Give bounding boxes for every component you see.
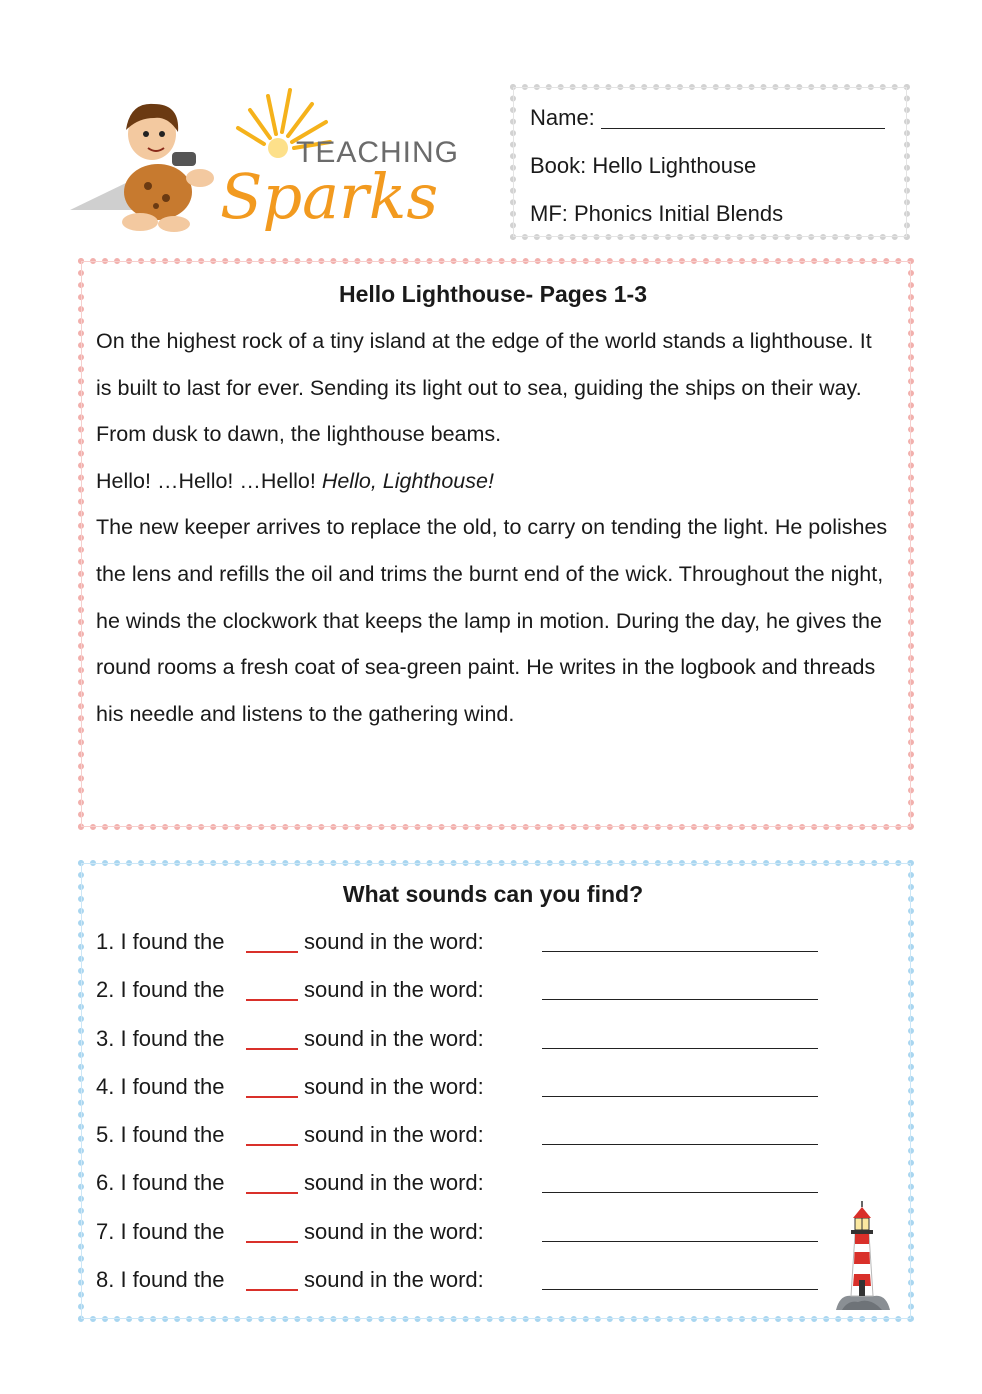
sound-blank-line[interactable] [246,1289,298,1291]
question-row [96,1159,890,1207]
teaching-sparks-logo [68,82,458,242]
word-answer-line[interactable] [542,1289,818,1290]
word-answer-line[interactable] [542,1144,818,1145]
question-prefix: 3. I found the [96,1025,225,1051]
question-row [96,1256,890,1304]
question-row [96,918,890,966]
question-middle: sound in the word: [304,1170,484,1196]
question-middle: sound in the word: [304,977,484,1003]
sounds-questions-box [78,860,914,1322]
question-row [96,1111,890,1159]
question-middle: sound in the word: [304,1122,484,1148]
question-prefix: 2. I found the [96,977,225,1003]
passage-hello-line [96,458,890,505]
name-row [530,100,904,148]
question-middle: sound in the word: [304,929,484,954]
word-answer-line[interactable] [542,1096,818,1097]
sounds-title: What sounds can you find? [342,881,644,907]
passage-paragraph-1: On the highest rock of a tiny island at the edge of the world stands a lighthouse. It is built to last for ever. Sending its light out to sea, guiding the ships on their way. [96,329,872,400]
question-prefix: 6. I found the [96,1170,225,1196]
question-middle: sound in the word: [304,1025,484,1051]
question-row [96,1063,890,1111]
name-input-line[interactable] [601,102,885,129]
question-prefix: 8. I found the [96,1267,225,1293]
lighthouse-icon [832,1198,892,1314]
sound-blank-line[interactable] [246,1048,298,1050]
sound-blank-line[interactable] [246,999,298,1001]
caveman-mascot-icon [122,104,214,232]
sound-blank-line[interactable] [246,1096,298,1098]
hello-repeats: Hello! …Hello! …Hello! [96,468,322,493]
question-middle: sound in the word: [304,1073,484,1099]
reading-title: Hello Lighthouse- Pages 1-3 [339,281,647,307]
sound-blank-line[interactable] [246,1144,298,1146]
logo-text-sparks: Sparks [220,160,439,233]
passage-paragraph-2: From dusk to dawn, the lighthouse beams. [96,422,502,447]
book-label: Book: Hello Lighthouse [530,153,757,178]
word-answer-line[interactable] [542,999,818,1000]
word-answer-line[interactable] [542,951,818,952]
word-answer-line[interactable] [542,1048,818,1049]
sound-blank-line[interactable] [246,951,298,953]
question-prefix: 7. I found the [96,1218,225,1244]
reading-passage-box [78,258,914,830]
word-answer-line[interactable] [542,1192,818,1193]
sound-blank-line[interactable] [246,1192,298,1194]
sound-blank-line[interactable] [246,1241,298,1243]
question-middle: sound in the word: [304,1218,484,1244]
question-row [96,966,890,1014]
word-answer-line[interactable] [542,1241,818,1242]
student-info-box [510,84,910,240]
question-middle: sound in the word: [304,1267,484,1293]
question-prefix: 4. I found the [96,1073,225,1099]
question-prefix: 5. I found the [96,1122,225,1148]
logo-text-teaching: TEACHING [296,136,458,169]
hello-lighthouse-italic: Hello, Lighthouse! [321,468,494,493]
name-label: Name: [530,105,595,130]
mf-label: MF: Phonics Initial Blends [530,201,784,226]
passage-paragraph-3: The new keeper arrives to replace the old, to carry on tending the light. He polishes the lens and refills the oil and trims the burnt end of the wick. Throughout the night, he winds the clockwork that keeps the lamp in motion. During the day, he gives the round rooms a fresh coat of sea-green paint. He writes in the logbook and threads his needle and listens to the gathering wind. [96,515,888,726]
question-row [96,1015,890,1063]
question-row [96,1208,890,1256]
question-prefix: 1. I found the [96,929,225,954]
